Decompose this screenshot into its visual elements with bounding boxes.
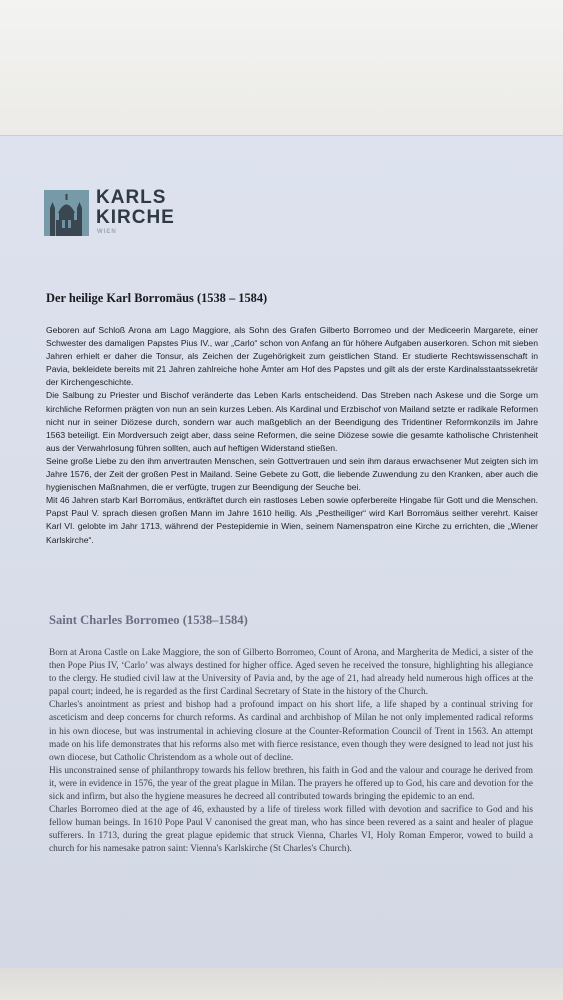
english-paragraph: Charles Borromeo died at the age of 46, exhausted by a life of tireless work filled with devotion and sacrifice to God and his fellow human beings. In 1610 Pope Paul V canonised the great man, who has since been revered as a saint and healer of plague sufferers. In 1713, during the great plague epidemic that struck Vienna, Charles VI, Holy Roman Emperor, vowed to build a church for his namesake patron saint: Vienna's Karlskirche (St Charles's Church). xyxy=(49,805,533,855)
logo-text-karls: KARLS xyxy=(96,187,167,208)
german-body xyxy=(46,324,538,547)
english-paragraph: His unconstrained sense of philanthropy towards his fellow brethren, his faith in God and the valour and courage he derived from it, were in evidence in 1576, the year of the great plague in Milan. The prayers he offered up to God, his care and devotion for the sick and infirm, but also the hygiene measures he decreed all contributed towards bringing the epidemic to an end. xyxy=(49,765,533,803)
church-silhouette-icon xyxy=(44,190,89,236)
english-body xyxy=(49,647,533,857)
logo-text-wien: WIEN xyxy=(97,229,117,235)
german-paragraph: Die Salbung zu Priester und Bischof veränderte das Leben Karls entscheidend. Das Streben nach Askese und die Sorge um kirchliche Reformen prägten von nun an sein kurzes Leben. Als Kardinal und Erzbischof von Mailand setzte er radikale Reformen nicht nur in seiner Diözese durch, sondern war auch maßgeblich an der Beendigung des Tridentiner Reformkonzils im Jahre 1563 beteiligt. Ein Mordversuch zeigt aber, dass seine Reformen, die seine Diözese sowie die gesamte katholische Christenheit aus der Verwahrlosung führen sollten, auch auf heftigen Widerstand stießen. xyxy=(46,390,538,453)
english-paragraph: Born at Arona Castle on Lake Maggiore, the son of Gilberto Borromeo, Count of Arona, and Margherita de Medici, a sister of the then Pope Pius IV, ‘Carlo’ was always destined for higher office. Aged seven he received the tonsure, highlighting his allegiance to the clergy. He studied civil law at the University of Pavia and, by the age of 21, had already held numerous high offices at the papal court; indeed, he is regarded as the first Cardinal Secretary of State in the history of the Church. xyxy=(49,648,533,698)
english-paragraph: Charles's anointment as priest and bishop had a profound impact on his short life, a life shaped by a continual striving for asceticism and deep concerns for church reforms. As cardinal and archbishop of Milan he not only implemented radical reforms in his own diocese, but was instrumental in achieving closure at the Counter-Reformation Council of Trent in 1563. An attempt made on his life demonstrates that his reforms also met with fierce resistance, even though they were designed to lead not just his own diocese, but Catholic Christendom as a whole out of decline. xyxy=(49,700,533,763)
english-title: Saint Charles Borromeo (1538–1584) xyxy=(49,613,248,627)
german-paragraph: Seine große Liebe zu den ihm anvertrauten Menschen, sein Gottvertrauen und sein ihm daraus erwachsener Mut zeigten sich im Jahre 1576, der Zeit der großen Pest in Mailand. Seine Gebete zu Gott, die liebende Zuwendung zu den Kranken, aber auch die hygienischen Maßnahmen, die er verfügte, trugen zur Beendigung der Seuche bei. xyxy=(46,455,538,493)
karlskirche-logo xyxy=(44,188,194,240)
logo-text-kirche: KIRCHE xyxy=(96,207,175,228)
german-paragraph: Geboren auf Schloß Arona am Lago Maggiore, als Sohn des Grafen Gilberto Borromeo und der Mediceerin Margarete, einer Schwester des damaligen Papstes Pius IV., war „Carlo“ schon von Anfang an für höhere Aufgaben auserkoren. Schon mit sieben Jahren erhielt er daher die Tonsur, als Zeichen der Zugehörigkeit zum geistlichen Stand. Er studierte Rechtswissenschaft in Pavia, bekleidete bereits mit 21 Jahren zahlreiche hohe Ämter am Hof des Papstes und gilt als der erste Kardinalsstaatssekretär der Kirchengeschichte. xyxy=(46,325,538,388)
german-title: Der heilige Karl Borromäus (1538 – 1584) xyxy=(46,291,268,305)
german-paragraph: Mit 46 Jahren starb Karl Borromäus, entkräftet durch ein rastloses Leben sowie opferbereite Hingabe für Gott und die Menschen. Papst Paul V. sprach diesen großen Mann im Jahre 1610 heilig. Als „Pestheiliger“ wird Karl Borromäus seither verehrt. Kaiser Karl VI. gelobte im Jahr 1713, während der Pestepidemie in Wien, seinem Namenspatron eine Kirche zu errichten, die „Wiener Karlskirche“. xyxy=(46,495,538,545)
wall-background xyxy=(0,0,563,135)
wall-background-bottom xyxy=(0,968,563,1000)
